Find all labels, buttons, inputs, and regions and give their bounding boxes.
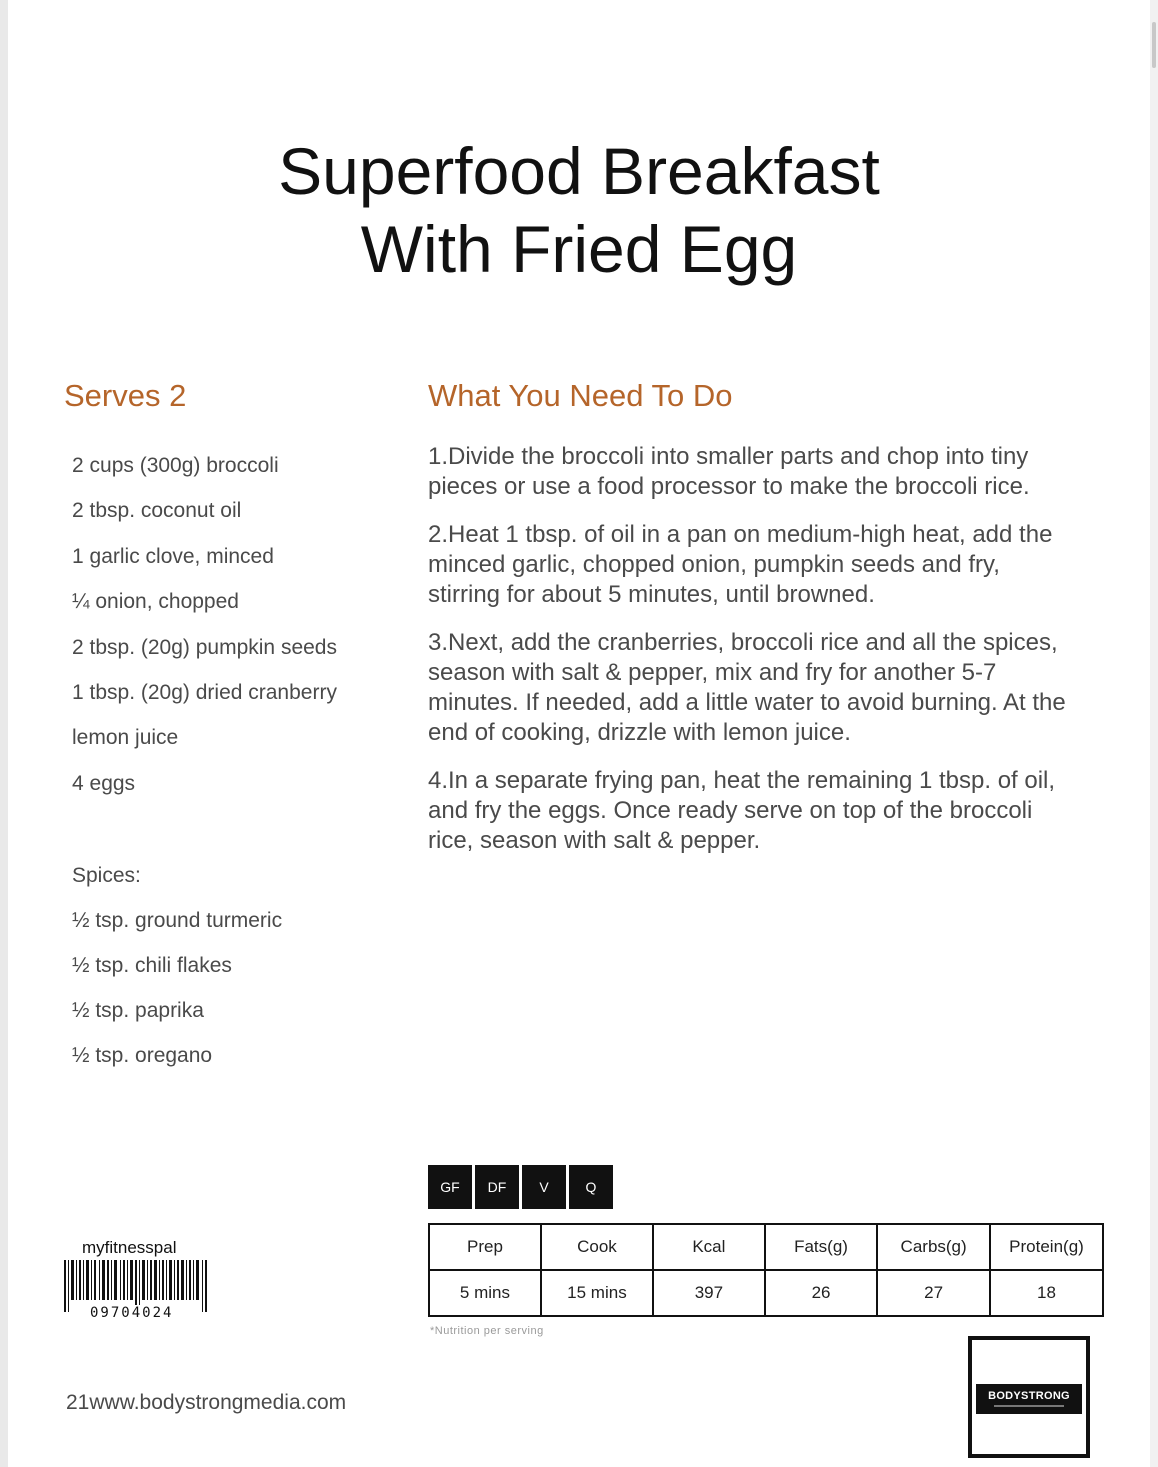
spice-item: ½ tsp. oregano: [72, 1044, 213, 1067]
instruction-step: 2.Heat 1 tbsp. of oil in a pan on medium-high heat, add the minced garlic, chopped onion, pumpkin seeds and fry, stirring for about 5 minutes, until browned.: [428, 521, 1053, 608]
bodystrong-logo: [968, 1336, 1090, 1458]
ingredient-item: lemon juice: [72, 726, 179, 750]
nutrition-header-row: [429, 1224, 1103, 1270]
website-link[interactable]: 21www.bodystrongmedia.com: [66, 1391, 347, 1414]
spice-item: ½ tsp. ground turmeric: [72, 909, 283, 932]
badge-vegetarian: V: [522, 1165, 566, 1209]
ingredient-item: 4 eggs: [72, 771, 136, 795]
ingredient-item: 2 tbsp. (20g) pumpkin seeds: [72, 635, 337, 659]
ingredient-item: ¼ onion, chopped: [72, 590, 239, 614]
ingredient-item: 1 tbsp. (20g) dried cranberry: [72, 680, 337, 704]
serves-heading: Serves 2: [64, 378, 187, 413]
scrollbar-thumb[interactable]: [1152, 22, 1156, 68]
badge-gluten-free: GF: [428, 1165, 472, 1209]
myfitnesspal-label: myfitnesspal: [82, 1238, 177, 1257]
spices-label: Spices:: [72, 864, 141, 887]
ingredient-item: 2 tbsp. coconut oil: [72, 499, 242, 523]
logo-band: [976, 1384, 1082, 1414]
badge-quick: Q: [569, 1165, 613, 1209]
nutrition-note: *Nutrition per serving: [430, 1325, 544, 1337]
nutrition-header-cell: Prep: [429, 1224, 541, 1270]
ingredient-item: 1 garlic clove, minced: [72, 544, 274, 568]
nutrition-value-cell: 15 mins: [541, 1270, 653, 1316]
nutrition-value-cell: 26: [765, 1270, 877, 1316]
spice-item: ½ tsp. paprika: [72, 999, 204, 1022]
nutrition-header-cell: Kcal: [653, 1224, 765, 1270]
spices-list: [72, 856, 282, 1081]
instructions-list: [428, 442, 1078, 874]
nutrition-header-cell: Fats(g): [765, 1224, 877, 1270]
nutrition-header-cell: Carbs(g): [877, 1224, 990, 1270]
ingredients-list: [72, 446, 337, 809]
spice-item: ½ tsp. chili flakes: [72, 954, 232, 977]
nutrition-value-cell: 397: [653, 1270, 765, 1316]
barcode-number: 09704024: [90, 1305, 174, 1321]
instruction-step: 3.Next, add the cranberries, broccoli rice and all the spices, season with salt & pepper, mix and fry for another 5-7 minutes. If needed, add a little water to avoid burning. At the end of cooking, drizzle with lemon juice.: [428, 629, 1066, 746]
nutrition-value-row: [429, 1270, 1103, 1316]
recipe-title: [0, 132, 1158, 288]
nutrition-table: [428, 1223, 1104, 1317]
logo-text: BODYSTRONG: [988, 1390, 1070, 1402]
nutrition-value-cell: 5 mins: [429, 1270, 541, 1316]
nutrition-header-cell: Cook: [541, 1224, 653, 1270]
logo-tagline-mark: [994, 1405, 1064, 1407]
instruction-step: 1.Divide the broccoli into smaller parts and chop into tiny pieces or use a food processor to make the broccoli rice.: [428, 443, 1030, 500]
ingredient-item: 2 cups (300g) broccoli: [72, 454, 279, 477]
recipe-title-line-1: Superfood Breakfast: [278, 134, 880, 208]
instruction-step: 4.In a separate frying pan, heat the remaining 1 tbsp. of oil, and fry the eggs. Once ready serve on top of the broccoli rice, season with salt & pepper.: [428, 767, 1056, 854]
nutrition-value-cell: 27: [877, 1270, 990, 1316]
badge-dairy-free: DF: [475, 1165, 519, 1209]
instructions-heading: What You Need To Do: [428, 378, 733, 413]
recipe-title-line-2: With Fried Egg: [360, 212, 798, 286]
nutrition-header-cell: Protein(g): [990, 1224, 1103, 1270]
diet-badges: [428, 1165, 616, 1209]
nutrition-value-cell: 18: [990, 1270, 1103, 1316]
